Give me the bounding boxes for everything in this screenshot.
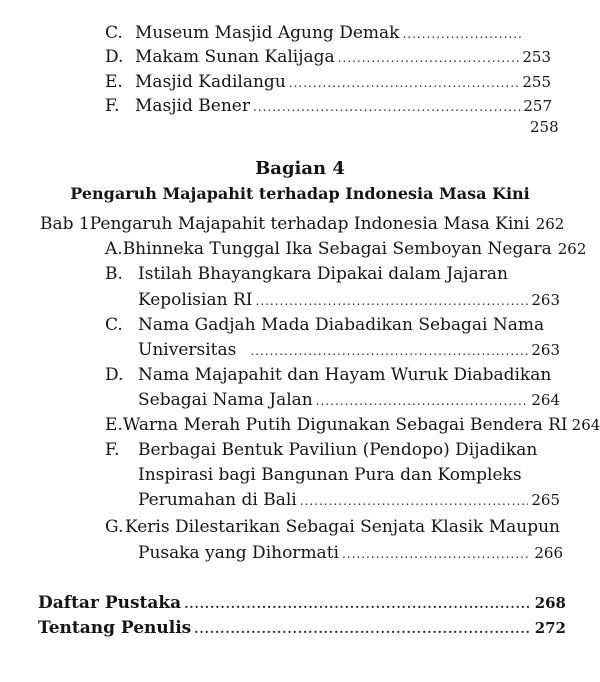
part-title: Bagian 4 bbox=[255, 158, 345, 179]
leader-dots bbox=[250, 340, 528, 362]
entry-letter: C. bbox=[105, 315, 123, 335]
back-matter-page: 272 bbox=[534, 619, 566, 637]
leader-dots bbox=[255, 290, 528, 312]
entry-letter: A. bbox=[105, 239, 123, 259]
toc-entry-a[interactable] bbox=[105, 238, 587, 261]
entry-page-number: 257 bbox=[523, 97, 552, 115]
toc-entry-g-continued[interactable] bbox=[138, 542, 563, 565]
toc-entry-f[interactable] bbox=[105, 95, 552, 118]
entry-title: Makam Sunan Kalijaga bbox=[135, 47, 335, 67]
toc-entry-c2-continued[interactable] bbox=[138, 339, 560, 362]
entry-title: Nama Majapahit dan Hayam Wuruk Diabadikan bbox=[138, 365, 552, 385]
chapter-page-number: 262 bbox=[535, 215, 565, 233]
toc-entry-e[interactable] bbox=[105, 71, 551, 94]
toc-daftar-pustaka[interactable] bbox=[38, 592, 566, 615]
toc-entry-e2[interactable] bbox=[105, 414, 600, 436]
toc-entry-b-continued[interactable] bbox=[138, 289, 560, 312]
entry-letter: E. bbox=[105, 415, 123, 435]
entry-title: Museum Masjid Agung Demak bbox=[135, 23, 400, 43]
entry-page-number: 262 bbox=[557, 240, 587, 258]
toc-entry-d2-continued[interactable] bbox=[138, 389, 560, 412]
toc-entry-f2-line3[interactable] bbox=[138, 489, 560, 512]
toc-entry-d2[interactable] bbox=[105, 364, 560, 386]
entry-title: Warna Merah Putih Digunakan Sebagai Bendera RI bbox=[122, 415, 568, 435]
entry-title-continued: Universitas bbox=[138, 340, 237, 360]
entry-title: Bhinneka Tunggal Ika Sebagai Semboyan Negara bbox=[122, 239, 552, 259]
entry-letter: B. bbox=[105, 264, 123, 284]
entry-letter: D. bbox=[105, 365, 124, 385]
part-subtitle: Pengaruh Majapahit terhadap Indonesia Masa Kini bbox=[70, 184, 530, 203]
entry-title-continued: Kepolisian RI bbox=[138, 290, 253, 310]
chapter-label: Bab 1 bbox=[40, 214, 90, 234]
back-matter-title: Daftar Pustaka bbox=[38, 593, 182, 613]
toc-entry-b[interactable] bbox=[105, 263, 560, 285]
toc-tentang-penulis[interactable] bbox=[38, 617, 566, 640]
entry-title: Masjid Kadilangu bbox=[135, 72, 286, 92]
entry-title-continued: Pusaka yang Dihormati bbox=[138, 543, 339, 563]
leader-dots bbox=[289, 72, 520, 94]
entry-page-number: 263 bbox=[531, 291, 560, 309]
back-matter-title: Tentang Penulis bbox=[38, 618, 192, 638]
toc-entry-f2[interactable] bbox=[105, 439, 560, 461]
entry-title: Masjid Bener bbox=[135, 96, 250, 116]
entry-title-continued: Sebagai Nama Jalan bbox=[138, 390, 313, 410]
entry-page-number: 253 bbox=[522, 48, 551, 66]
entry-title: Nama Gadjah Mada Diabadikan Sebagai Nama bbox=[138, 315, 545, 335]
entry-title: Berbagai Bentuk Paviliun (Pendopo) Dijadikan bbox=[138, 440, 538, 460]
entry-letter: D. bbox=[105, 47, 124, 67]
toc-entry-d[interactable] bbox=[105, 46, 551, 69]
leader-dots bbox=[300, 490, 529, 512]
entry-letter: F. bbox=[105, 96, 120, 116]
leader-dots bbox=[342, 543, 531, 565]
toc-chapter-1[interactable] bbox=[40, 213, 565, 236]
entry-page-number: 265 bbox=[531, 491, 560, 509]
toc-entry-c[interactable] bbox=[105, 22, 525, 45]
entry-letter: G. bbox=[105, 517, 124, 537]
entry-page-number: 266 bbox=[534, 544, 563, 562]
leader-dots bbox=[402, 23, 522, 45]
leader-dots bbox=[316, 390, 529, 412]
leader-dots bbox=[338, 47, 520, 69]
entry-page-number: 255 bbox=[522, 73, 551, 91]
toc-entry-f2-line2[interactable] bbox=[138, 464, 560, 486]
entry-letter: E. bbox=[105, 72, 123, 92]
toc-entry-g[interactable] bbox=[105, 516, 560, 538]
entry-title: Istilah Bhayangkara Dipakai dalam Jajaran bbox=[138, 264, 508, 284]
entry-letter: C. bbox=[105, 23, 123, 43]
entry-title-continued: Perumahan di Bali bbox=[138, 490, 297, 510]
leader-dots bbox=[184, 593, 531, 615]
entry-title: Keris Dilestarikan Sebagai Senjata Klasik Maupun bbox=[124, 517, 560, 537]
back-matter-page: 268 bbox=[534, 594, 566, 612]
leader-dots bbox=[194, 618, 531, 640]
leader-dots bbox=[253, 96, 520, 118]
stray-page-number: 258 bbox=[530, 118, 559, 136]
entry-page-number: 264 bbox=[531, 391, 560, 409]
entry-letter: F. bbox=[105, 440, 120, 460]
entry-title-continued: Inspirasi bagi Bangunan Pura dan Kompleks bbox=[138, 465, 522, 485]
toc-entry-c2[interactable] bbox=[105, 314, 560, 336]
entry-page-number: 264 bbox=[571, 416, 600, 434]
entry-page-number: 263 bbox=[531, 341, 560, 359]
chapter-title: Pengaruh Majapahit terhadap Indonesia Masa Kini bbox=[89, 214, 530, 234]
